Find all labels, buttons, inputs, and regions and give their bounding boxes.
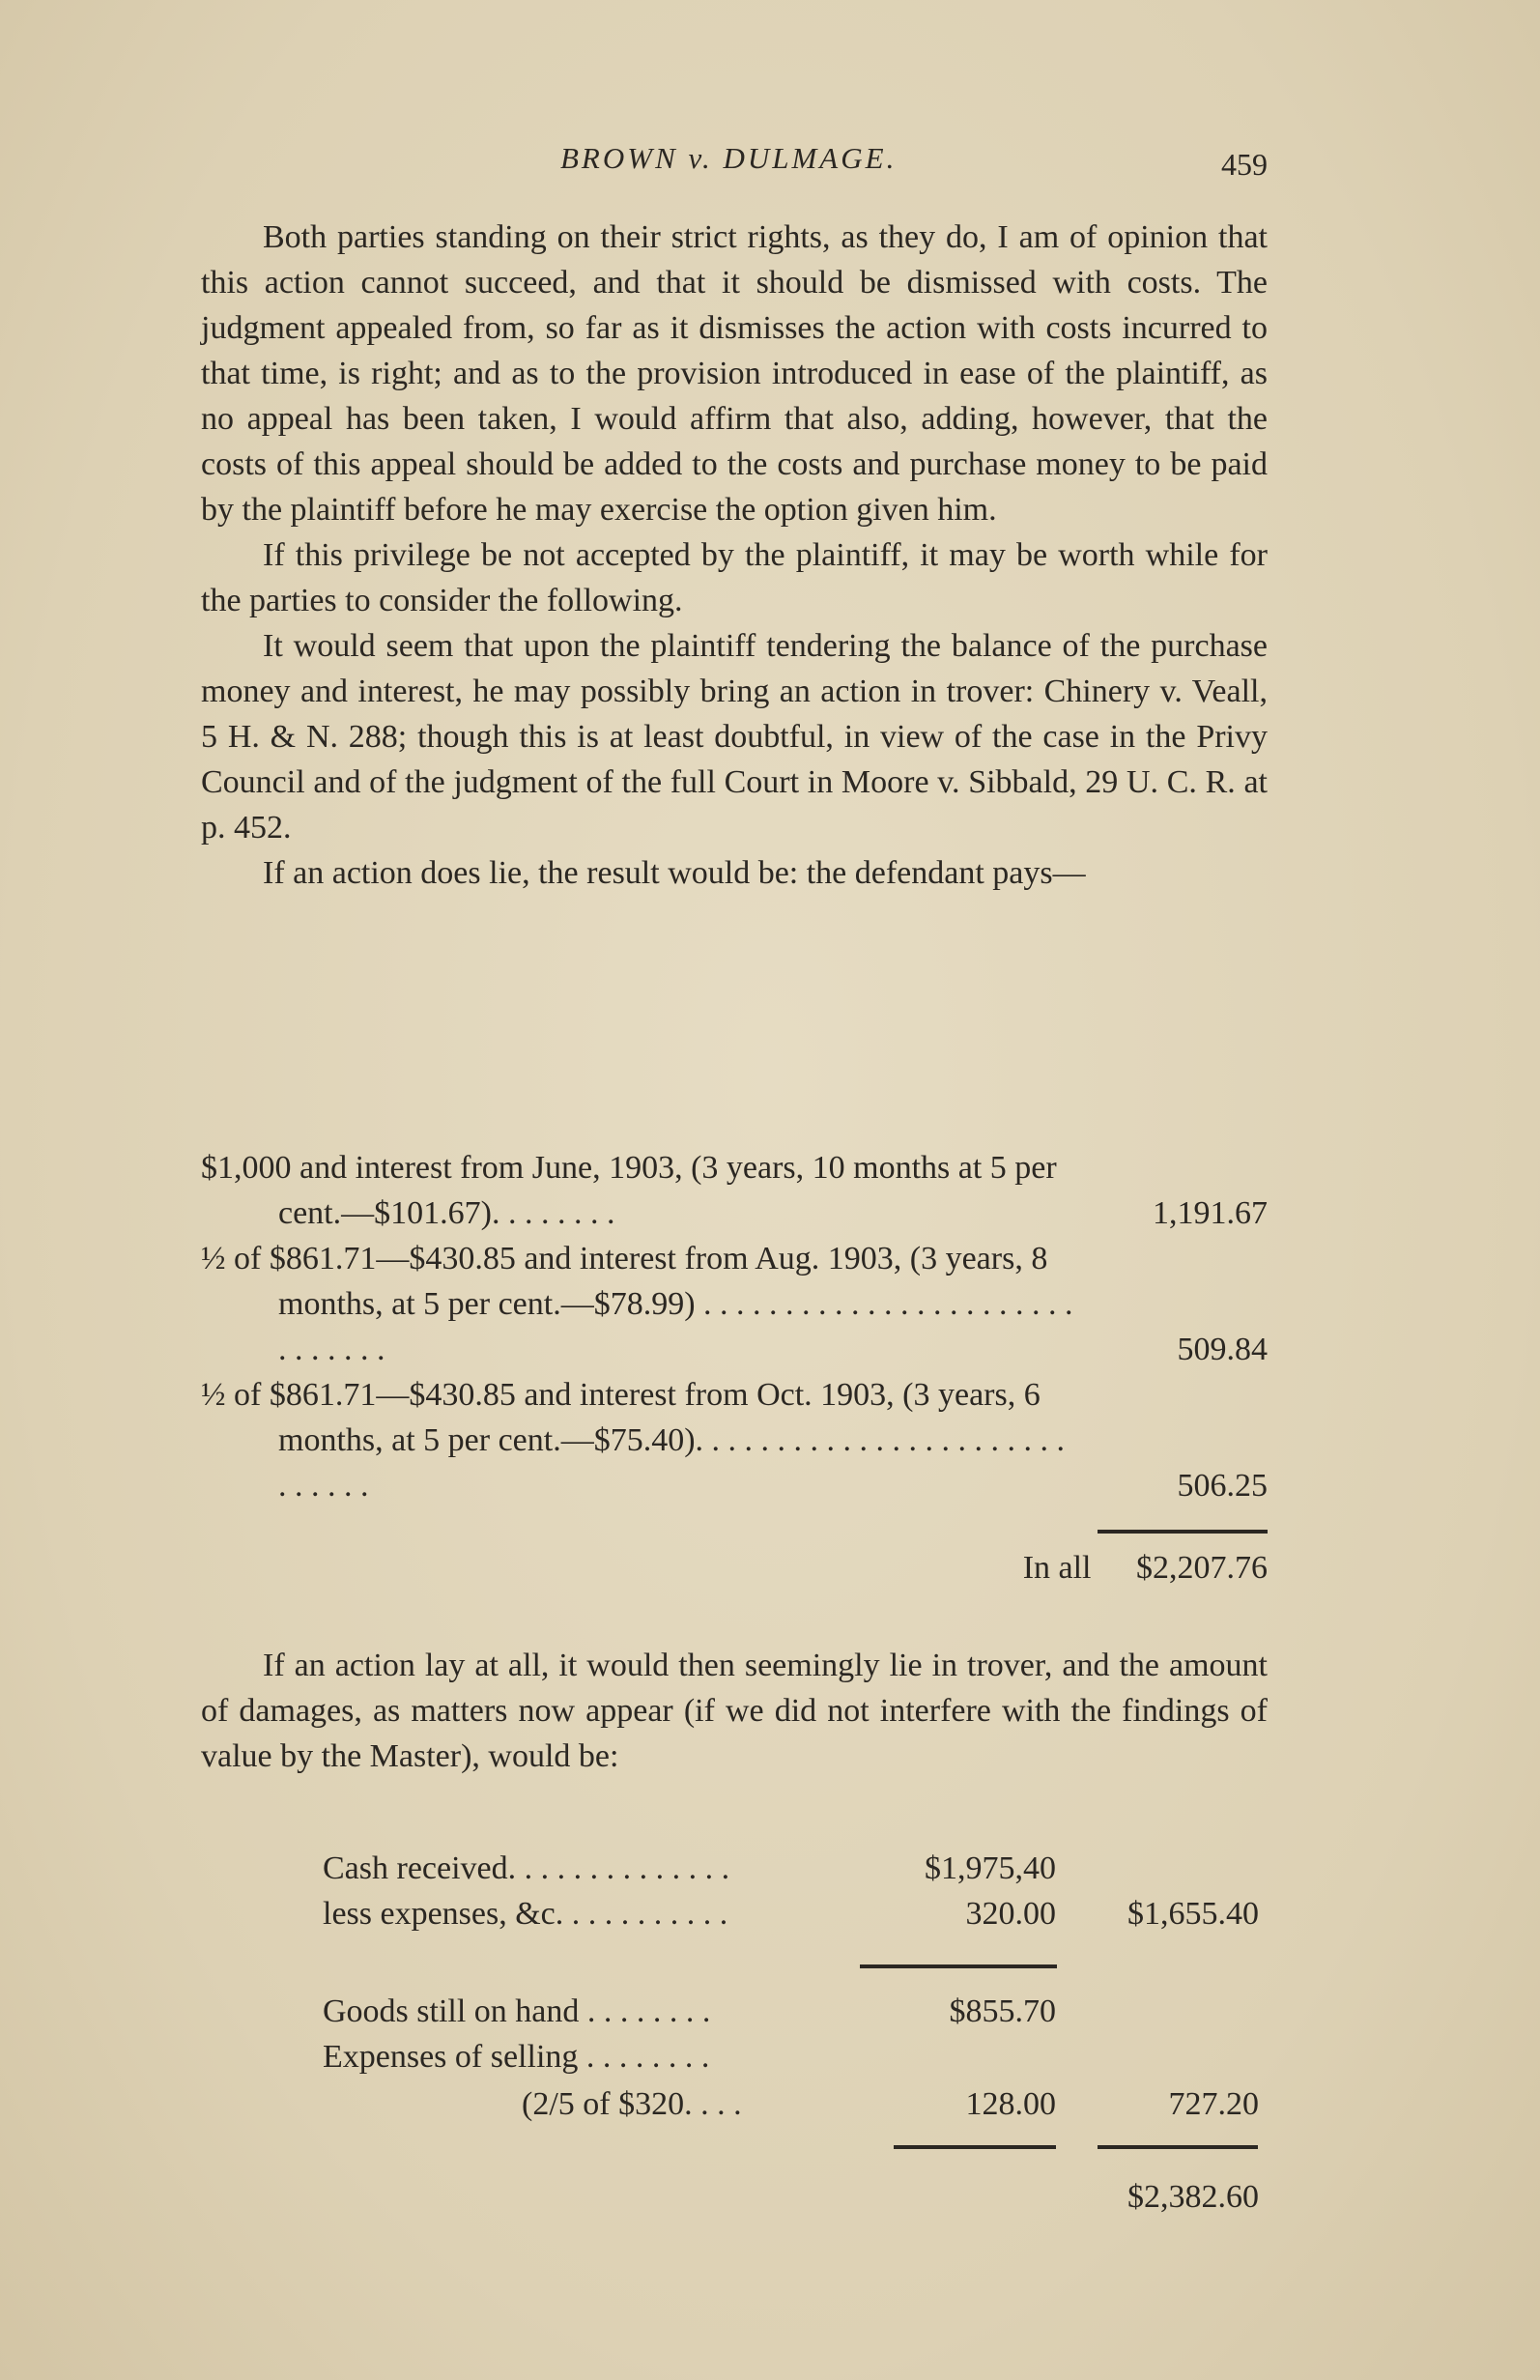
goods-value: $855.70	[949, 1993, 1056, 2029]
total-rule	[1098, 1530, 1268, 1534]
paragraph: If an action lay at all, it would then seemingly lie in trover, and the amount of damages, as matters now appear (if we did not interfere with the findings of value by the Master), would be:	[201, 1648, 1268, 1774]
ledger-total	[201, 1545, 1268, 1591]
total-rule	[1098, 2145, 1258, 2149]
less-expenses-label: less expenses, &c. . . . . . . . . . .	[323, 1896, 728, 1932]
ledger-item-amount: 506.25	[1177, 1468, 1268, 1504]
paragraph: If an action does lie, the result would be: the defendant pays—	[263, 855, 1086, 891]
ledger-total-amount: $2,207.76	[1136, 1550, 1268, 1586]
paragraph: If this privilege be not accepted by the plaintiff, it may be worth while for the parties to consider the following.	[201, 537, 1268, 618]
ledger-item-description: ½ of $861.71—$430.85 and interest from Aug. 1903, (3 years, 8 months, at 5 per cent.—$78.99) . . . . . . . . . . . . . . . . . . . . . . . . . . . . . .	[201, 1241, 1073, 1367]
net-cash-amount: $1,655.40	[1127, 1896, 1259, 1932]
body-text	[201, 215, 1268, 896]
ledger-item-description: $1,000 and interest from June, 1903, (3 years, 10 months at 5 per cent.—$101.67). . . . . . . .	[201, 1150, 1057, 1231]
page-header	[203, 135, 1266, 193]
selling-amount: 128.00	[965, 2086, 1056, 2122]
paragraph: It would seem that upon the plaintiff tendering the balance of the purchase money and interest, he may possibly bring an action in trover: Chinery v. Veall, 5 H. & N. 288; though this is at least doubtful, in view of the case in the Privy Council and of the judgment of the full Court in Moore v. Sibbald, 29 U. C. R. at p. 452.	[201, 628, 1268, 846]
less-expenses-amount: 320.00	[965, 1896, 1056, 1932]
ledger-item	[201, 1372, 1268, 1508]
running-head: BROWN v. DULMAGE.	[560, 141, 898, 175]
goods-label: Goods still on hand . . . . . . . .	[323, 1993, 711, 2029]
paragraph: Both parties standing on their strict rights, as they do, I am of opinion that this action cannot succeed, and that it should be dismissed with costs. The judgment appealed from, so far as it dismisses the action with costs incurred to that time, is right; and as to the provision introduced in ease of the plaintiff, as no appeal has been taken, I would affirm that also, adding, however, that the costs of this appeal should be added to the costs and purchase money to be paid by the plaintiff before he may exercise the option given him.	[201, 219, 1268, 528]
ledger-item-amount: 509.84	[1177, 1332, 1268, 1367]
selling-fraction-label: (2/5 of $320. . . .	[522, 2086, 742, 2122]
net-goods-amount: 727.20	[1168, 2086, 1259, 2122]
ledger-item-amount: 1,191.67	[1153, 1195, 1268, 1231]
ledger-item	[201, 1236, 1268, 1372]
ledger-total-label: In all	[1022, 1550, 1092, 1586]
page-number: 459	[1221, 147, 1268, 182]
subtotal-rule	[860, 1964, 1057, 1968]
cash-received-amount: $1,975,40	[925, 1850, 1056, 1886]
payment-ledger	[201, 1145, 1268, 1591]
selling-expenses-label: Expenses of selling . . . . . . . .	[323, 2039, 710, 2075]
subtotal-rule	[894, 2145, 1056, 2149]
ledger-item-description: ½ of $861.71—$430.85 and interest from Oct. 1903, (3 years, 6 months, at 5 per cent.—$75.40). . . . . . . . . . . . . . . . . . . . . . . . . . . . .	[201, 1377, 1066, 1504]
ledger-item	[201, 1145, 1268, 1236]
body-text-continued	[201, 1643, 1268, 1779]
cash-received-label: Cash received. . . . . . . . . . . . . .	[323, 1850, 730, 1886]
grand-total-amount: $2,382.60	[1127, 2179, 1259, 2215]
